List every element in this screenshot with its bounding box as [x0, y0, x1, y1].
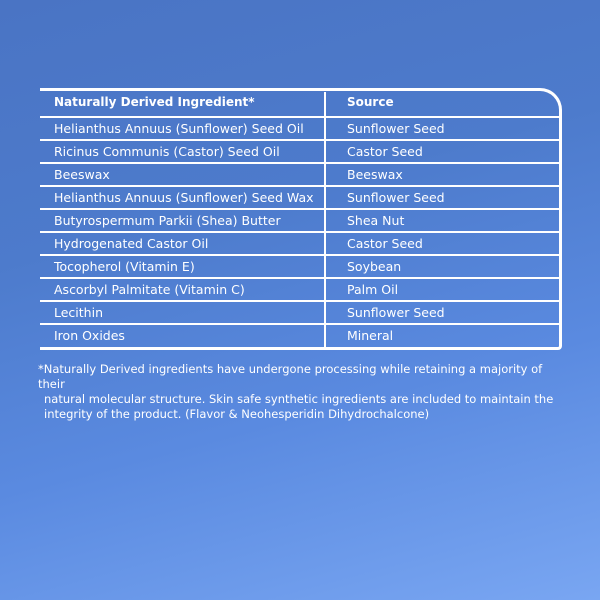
- ingredient-cell: Ascorbyl Palmitate (Vitamin C): [54, 282, 245, 297]
- ingredient-cell: Lecithin: [54, 305, 103, 320]
- header-ingredient: Naturally Derived Ingredient*: [54, 95, 255, 109]
- source-cell: Sunflower Seed: [347, 190, 445, 205]
- table-row: [40, 277, 560, 300]
- source-cell: Beeswax: [347, 167, 403, 182]
- source-cell: Castor Seed: [347, 236, 423, 251]
- ingredient-cell: Ricinus Communis (Castor) Seed Oil: [54, 144, 280, 159]
- ingredient-cell: Hydrogenated Castor Oil: [54, 236, 209, 251]
- ingredient-cell: Tocopherol (Vitamin E): [54, 259, 195, 274]
- table-row: [40, 231, 560, 254]
- source-cell: Shea Nut: [347, 213, 405, 228]
- footnote-line-2: natural molecular structure. Skin safe synthetic ingredients are included to maintain the: [44, 392, 554, 406]
- header-source: Source: [347, 95, 394, 109]
- source-cell: Soybean: [347, 259, 402, 274]
- ingredient-cell: Helianthus Annuus (Sunflower) Seed Wax: [54, 190, 314, 205]
- source-cell: Sunflower Seed: [347, 305, 445, 320]
- table-row: [40, 162, 560, 185]
- ingredient-cell: Iron Oxides: [54, 328, 125, 343]
- footnote-line-3: integrity of the product. (Flavor & Neohesperidin Dihydrochalcone): [44, 407, 430, 421]
- source-cell: Sunflower Seed: [347, 121, 445, 136]
- table-row: [40, 185, 560, 208]
- footnote: [38, 362, 568, 422]
- source-cell: Palm Oil: [347, 282, 399, 297]
- table-row: [40, 300, 560, 323]
- ingredient-cell: Helianthus Annuus (Sunflower) Seed Oil: [54, 121, 304, 136]
- table-row: [40, 139, 560, 162]
- ingredient-cell: Beeswax: [54, 167, 110, 182]
- source-cell: Castor Seed: [347, 144, 423, 159]
- ingredient-cell: Butyrospermum Parkii (Shea) Butter: [54, 213, 281, 228]
- footnote-line-1: *Naturally Derived ingredients have undergone processing while retaining a majority of their: [38, 362, 543, 391]
- table-row: [40, 116, 560, 139]
- table-row: [40, 254, 560, 277]
- table-row: [40, 323, 560, 346]
- table-row: [40, 208, 560, 231]
- source-cell: Mineral: [347, 328, 394, 343]
